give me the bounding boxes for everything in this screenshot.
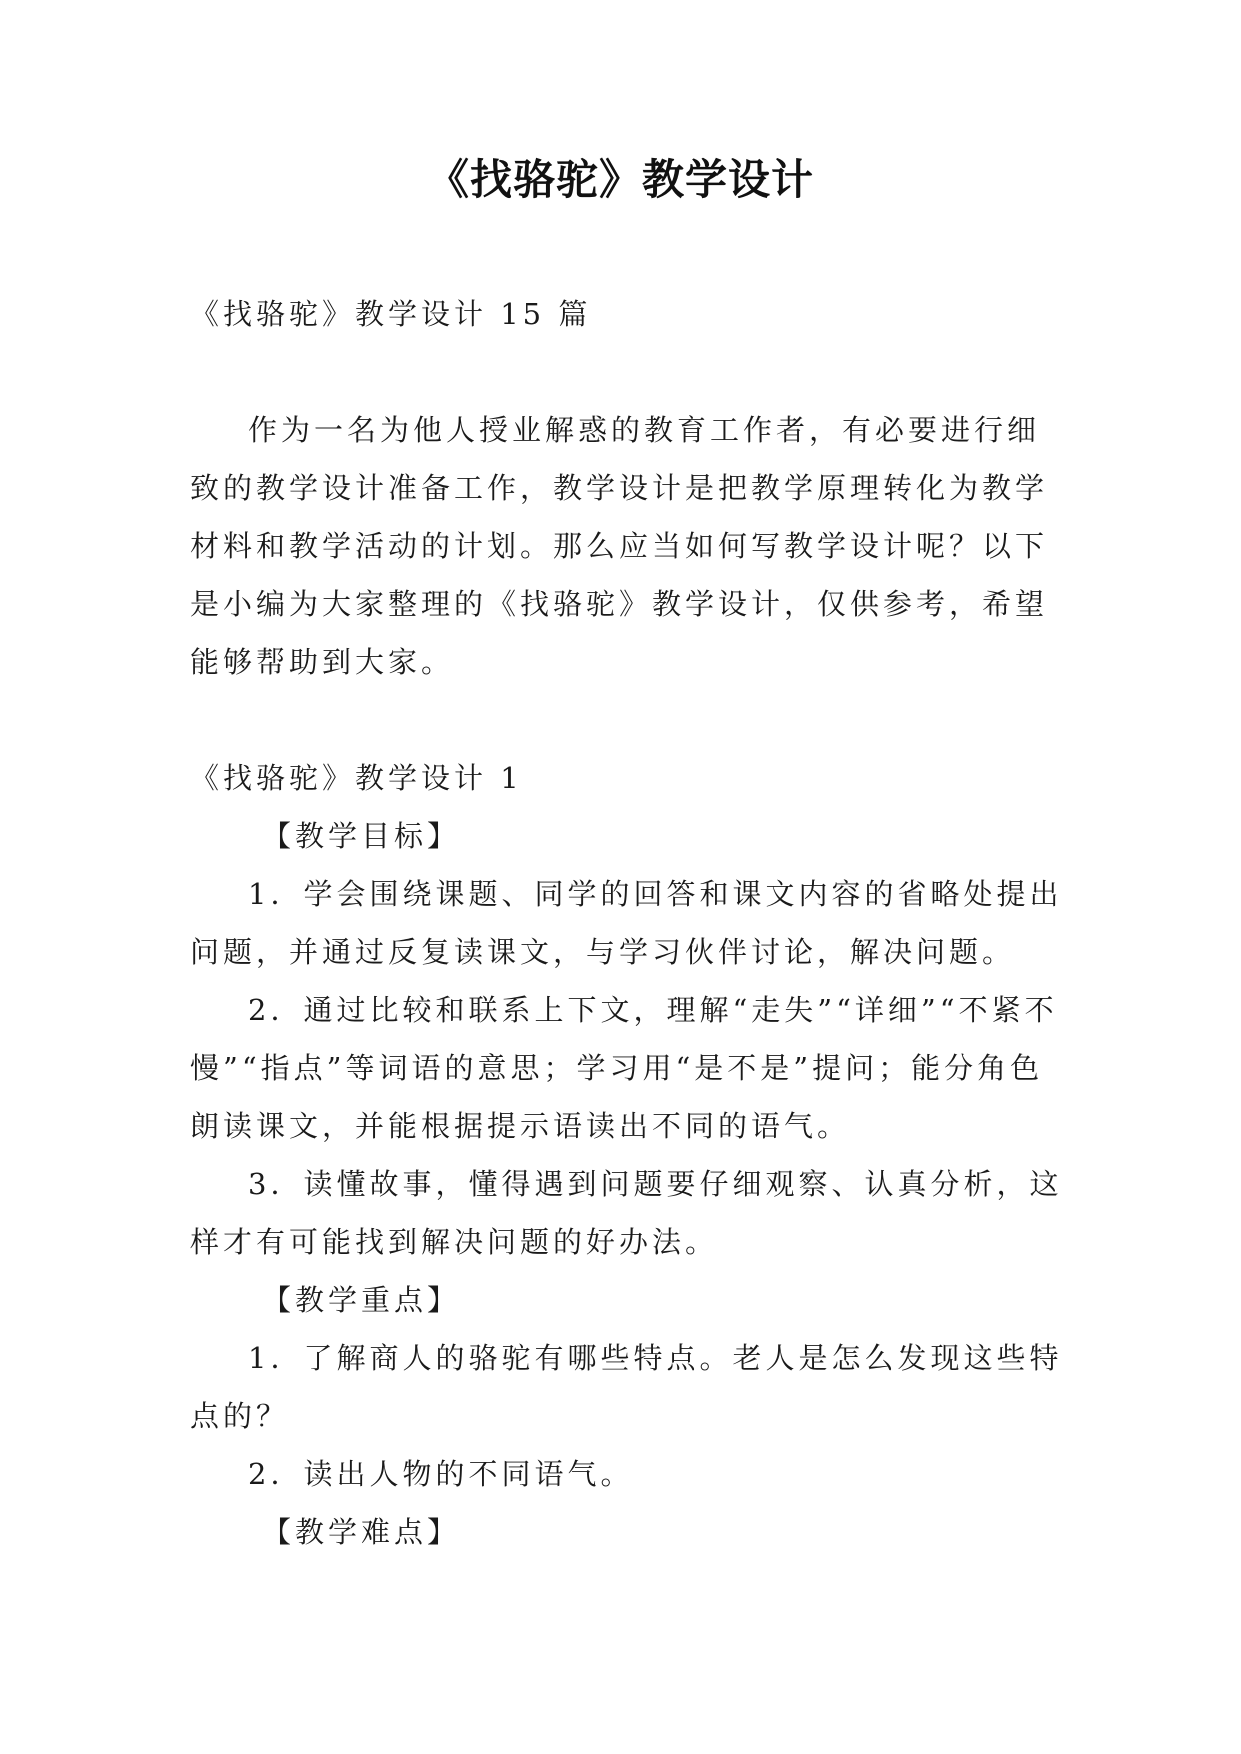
goal-item-1: 1．学会围绕课题、同学的回答和课文内容的省略处提出问题，并通过反复读课文，与学习伙伴讨论，解决问题。 — [190, 877, 1063, 969]
difficulty-heading: 【教学难点】 — [262, 1515, 461, 1549]
section-title: 《找骆驼》教学设计 1 — [190, 761, 523, 795]
key-point-2: 2．读出人物的不同语气。 — [248, 1457, 634, 1491]
document-title: 《找骆驼》教学设计 — [426, 155, 814, 204]
goal-item-2: 2．通过比较和联系上下文，理解“走失”“详细”“不紧不慢”“指点”等词语的意思；学习用“是不是”提问；能分角色朗读课文，并能根据提示语读出不同的语气。 — [190, 993, 1058, 1143]
spacer — [190, 691, 1065, 749]
intro-paragraph: 作为一名为他人授业解惑的教育工作者，有必要进行细致的教学设计准备工作，教学设计是把教学原理转化为教学材料和教学活动的计划。那么应当如何写教学设计呢？以下是小编为大家整理的《找骆驼》教学设计，仅供参考，希望能够帮助到大家。 — [190, 413, 1049, 679]
document-body — [190, 285, 1065, 1561]
document-subtitle: 《找骆驼》教学设计 15 篇 — [190, 297, 592, 331]
goal-item-3: 3．读懂故事，懂得遇到问题要仔细观察、认真分析，这样才有可能找到解决问题的好办法。 — [190, 1167, 1063, 1259]
key-point-1: 1．了解商人的骆驼有哪些特点。老人是怎么发现这些特点的？ — [190, 1341, 1063, 1433]
goals-heading: 【教学目标】 — [262, 819, 461, 853]
key-points-heading: 【教学重点】 — [262, 1283, 461, 1317]
spacer — [190, 343, 1065, 401]
